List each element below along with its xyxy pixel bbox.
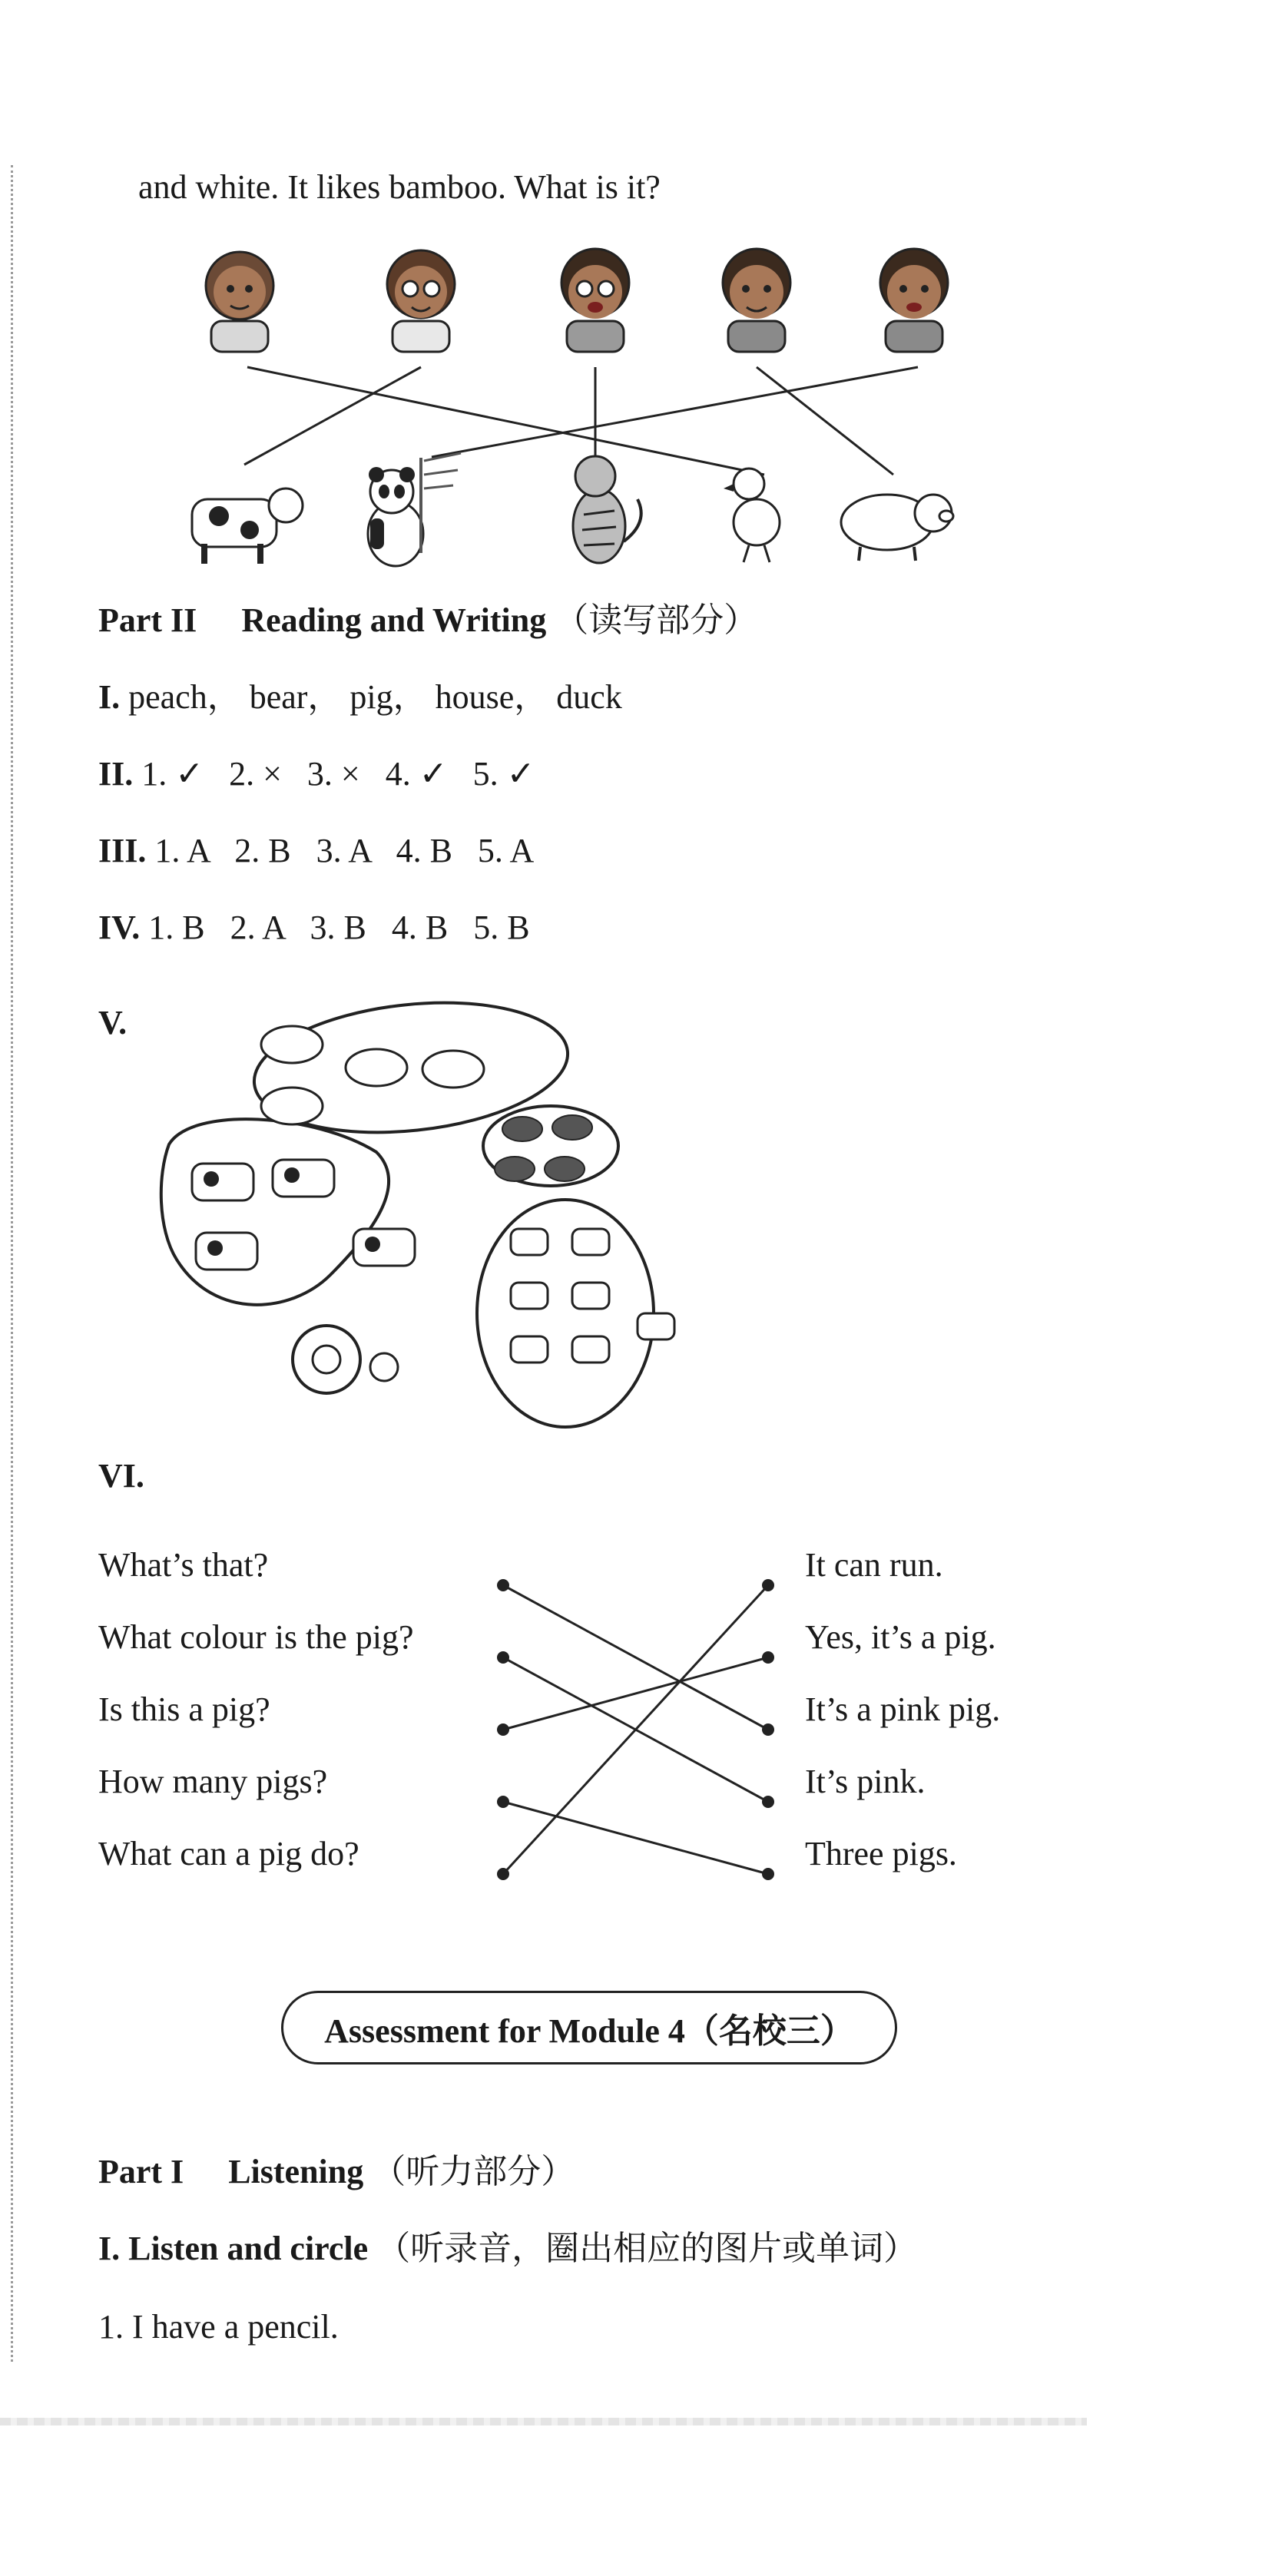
part1-label: Part I bbox=[98, 2153, 184, 2190]
match-line bbox=[503, 1657, 768, 1730]
section-1-title: I. Listen and circle bbox=[98, 2230, 369, 2267]
q6-label: VI. bbox=[98, 1457, 144, 1495]
part2-title-cn: （读写部分） bbox=[555, 601, 758, 639]
answer-1: It can run. bbox=[805, 1546, 943, 1584]
answer-4: It’s pink. bbox=[805, 1763, 926, 1800]
q4-label: IV. bbox=[98, 909, 141, 946]
match-line bbox=[503, 1802, 768, 1874]
part2-label: Part II bbox=[98, 601, 197, 639]
assessment-title-box bbox=[281, 1991, 897, 2064]
question-5: What can a pig do? bbox=[98, 1835, 359, 1872]
question-2: What colour is the pig? bbox=[98, 1618, 414, 1656]
q4-answers: 1. B 2. A 3. B 4. B 5. B bbox=[148, 909, 530, 946]
answer-5: Three pigs. bbox=[805, 1835, 957, 1872]
q2-label: II. bbox=[98, 755, 134, 793]
question-4: How many pigs? bbox=[98, 1763, 328, 1800]
part2-title: Reading and Writing bbox=[241, 601, 547, 639]
q5-label: V. bbox=[98, 1004, 128, 1041]
q3-answers: 1. A 2. B 3. A 4. B 5. A bbox=[154, 832, 535, 869]
match-line bbox=[503, 1585, 768, 1874]
part1-heading bbox=[98, 2155, 575, 2189]
section-1-title-cn: （听录音，圈出相应的图片或单词） bbox=[376, 2230, 918, 2267]
bottom-scan-rule bbox=[0, 2418, 1087, 2425]
part1-title: Listening bbox=[228, 2153, 364, 2190]
answer-3: It’s a pink pig. bbox=[805, 1690, 1001, 1728]
top-line-text: and white. It likes bamboo. What is it? bbox=[138, 168, 661, 206]
assessment-title: Assessment for Module 4（名校三） bbox=[324, 2012, 854, 2050]
q1-label: I. bbox=[98, 678, 121, 716]
q3-label: III. bbox=[98, 832, 147, 869]
item-1-text: 1. I have a pencil. bbox=[98, 2308, 339, 2346]
part1-title-cn: （听力部分） bbox=[372, 2153, 575, 2190]
question-1: What’s that? bbox=[98, 1546, 269, 1584]
q2-answers: 1. ✓ 2. × 3. × 4. ✓ 5. ✓ bbox=[141, 755, 535, 793]
question-3: Is this a pig? bbox=[98, 1690, 270, 1728]
match-line bbox=[503, 1585, 768, 1730]
q1-answers: peach， bear， pig， house， duck bbox=[128, 678, 622, 716]
section-1-heading bbox=[98, 2232, 917, 2266]
answer-2: Yes, it’s a pig. bbox=[805, 1618, 996, 1656]
